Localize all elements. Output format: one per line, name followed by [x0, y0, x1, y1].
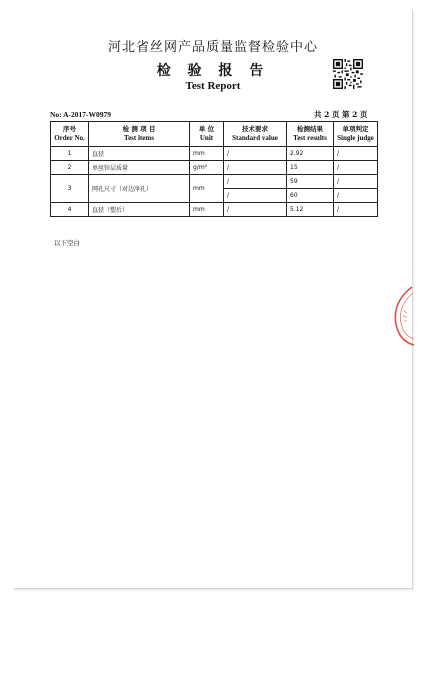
column-header: 检 测 项 目 Test items [89, 122, 190, 147]
column-header: 序号 Order No. [51, 122, 89, 147]
item-cell: 直径（塑后） [89, 203, 190, 217]
unit-cell: g/m² [190, 161, 224, 175]
table-row [51, 147, 378, 161]
table-row [51, 203, 378, 217]
result-cell: 15 [287, 161, 334, 175]
item-cell: 单丝锌层质量 [89, 161, 190, 175]
unit-cell: mm [190, 175, 224, 203]
result-cell: 2.92 [287, 147, 334, 161]
item-cell: 网孔尺寸（对边净孔） [89, 175, 190, 203]
standard-cell: / [224, 161, 287, 175]
unit-cell: mm [190, 203, 224, 217]
result-cell: 60 [287, 189, 334, 203]
report-title-en: Test Report [185, 80, 241, 92]
official-seal-icon [388, 285, 416, 347]
standard-cell: / [224, 203, 287, 217]
unit-cell: mm [190, 147, 224, 161]
column-header: 技术要求 Standard value [224, 122, 287, 147]
organization-name: 河北省丝网产品质量监督检验中心 [107, 40, 318, 55]
test-results-table [50, 121, 378, 217]
qr-code-icon [333, 59, 363, 89]
order-cell: 2 [51, 161, 89, 175]
order-cell: 4 [51, 203, 89, 217]
table-header-row [51, 122, 378, 147]
report-number: No: A-2017-W0979 [50, 110, 112, 119]
column-header: 检测结果 Test results [287, 122, 334, 147]
end-note: 以下空白 [54, 239, 80, 247]
report-page [14, 10, 413, 589]
standard-cell: / [224, 147, 287, 161]
judge-cell: / [334, 203, 378, 217]
table-row [51, 161, 378, 175]
page-count: 共 2 页 第 2 页 [314, 110, 368, 119]
standard-cell: / [224, 175, 287, 189]
order-cell: 3 [51, 175, 89, 203]
result-cell: 5.12 [287, 203, 334, 217]
judge-cell: / [334, 161, 378, 175]
table-row [51, 175, 378, 189]
judge-cell: / [334, 175, 378, 189]
column-header: 单 位 Unit [190, 122, 224, 147]
column-header: 单项判定 Single judge [334, 122, 378, 147]
result-cell: 59 [287, 175, 334, 189]
order-cell: 1 [51, 147, 89, 161]
standard-cell: / [224, 189, 287, 203]
judge-cell: / [334, 189, 378, 203]
report-title-cn: 检 验 报 告 [156, 63, 270, 79]
judge-cell: / [334, 147, 378, 161]
item-cell: 直径 [89, 147, 190, 161]
